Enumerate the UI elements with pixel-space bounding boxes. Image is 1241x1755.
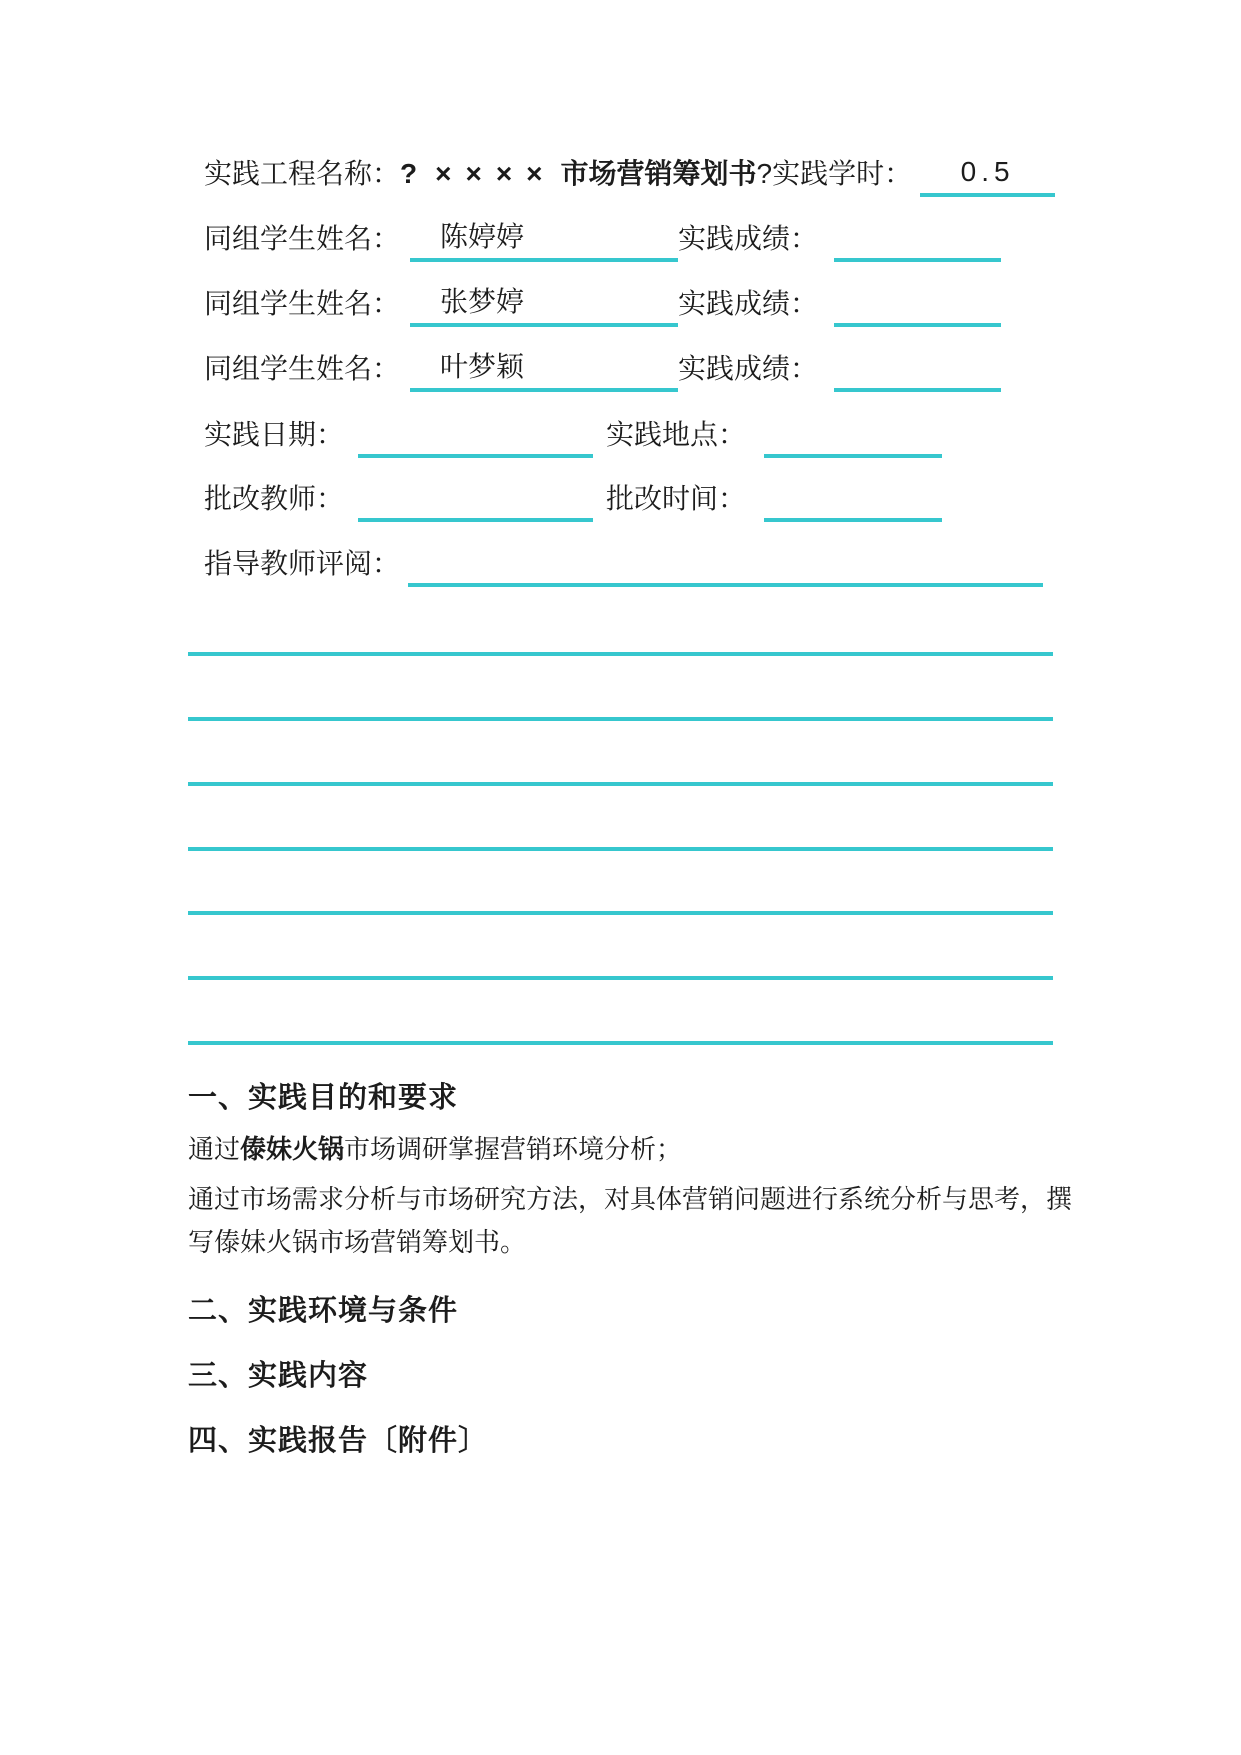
practice-score-field bbox=[834, 218, 1001, 262]
brand-name-bold: 傣妹火锅 bbox=[240, 1135, 345, 1164]
grading-teacher-field bbox=[358, 478, 593, 522]
practice-place-label: 实践地点： bbox=[606, 419, 747, 450]
ruled-line bbox=[188, 976, 1053, 980]
advisor-review-field bbox=[408, 543, 1043, 587]
practice-score-label: 实践成绩： bbox=[678, 353, 819, 384]
practice-date-field bbox=[358, 414, 593, 458]
ruled-line bbox=[188, 1041, 1053, 1045]
form-row-grading bbox=[204, 476, 942, 522]
project-name-open-mark: ? bbox=[400, 158, 418, 189]
ruled-line bbox=[188, 717, 1053, 721]
ruled-line bbox=[188, 847, 1053, 851]
form-row-student bbox=[204, 346, 1001, 392]
section-heading-4: 四、实践报告〔附件〕 bbox=[188, 1425, 489, 1457]
practice-date-label: 实践日期： bbox=[204, 419, 345, 450]
section-heading-2: 二、实践环境与条件 bbox=[188, 1295, 459, 1327]
paragraph-text: 市场调研掌握营销环境分析； bbox=[344, 1135, 683, 1164]
form-row-student bbox=[204, 281, 1001, 327]
student-name-field: 叶梦颖 bbox=[410, 348, 678, 392]
practice-hours-field: 0.5 bbox=[920, 153, 1055, 197]
student-name-field: 陈婷婷 bbox=[410, 218, 678, 262]
paragraph-text: 通过 bbox=[188, 1135, 241, 1164]
grading-time-field bbox=[764, 478, 942, 522]
practice-hours-label: 实践学时： bbox=[772, 158, 913, 189]
project-name-placeholder-crosses: ×××× bbox=[435, 158, 557, 189]
student-name-label: 同组学生姓名： bbox=[204, 288, 401, 319]
practice-score-field bbox=[834, 283, 1001, 327]
student-name-label: 同组学生姓名： bbox=[204, 223, 401, 254]
project-name-title: 市场营销筹划书 bbox=[560, 158, 757, 189]
project-name-label: 实践工程名称： bbox=[204, 158, 401, 189]
project-name-close-mark: ? bbox=[756, 158, 773, 189]
section-heading-3: 三、实践内容 bbox=[188, 1360, 369, 1392]
practice-score-label: 实践成绩： bbox=[678, 223, 819, 254]
ruled-line bbox=[188, 911, 1053, 915]
section1-paragraph-line bbox=[188, 1133, 682, 1167]
ruled-line bbox=[188, 782, 1053, 786]
practice-score-label: 实践成绩： bbox=[678, 288, 819, 319]
practice-place-field bbox=[764, 414, 942, 458]
form-row-advisor bbox=[204, 541, 1043, 587]
student-name-label: 同组学生姓名： bbox=[204, 353, 401, 384]
grading-teacher-label: 批改教师： bbox=[204, 483, 345, 514]
grading-time-label: 批改时间： bbox=[606, 483, 747, 514]
form-row-student bbox=[204, 216, 1001, 262]
section-heading-1: 一、实践目的和要求 bbox=[188, 1082, 459, 1114]
form-row-project bbox=[204, 151, 1055, 197]
ruled-line bbox=[188, 652, 1053, 656]
practice-score-field bbox=[834, 348, 1001, 392]
section1-paragraph-line: 通过市场需求分析与市场研究方法，对具体营销问题进行系统分析与思考，撰 bbox=[188, 1185, 1073, 1214]
form-row-date bbox=[204, 412, 942, 458]
student-name-field: 张梦婷 bbox=[410, 283, 678, 327]
advisor-review-label: 指导教师评阅： bbox=[204, 548, 401, 579]
section1-paragraph-line: 写傣妹火锅市场营销筹划书。 bbox=[188, 1228, 527, 1257]
